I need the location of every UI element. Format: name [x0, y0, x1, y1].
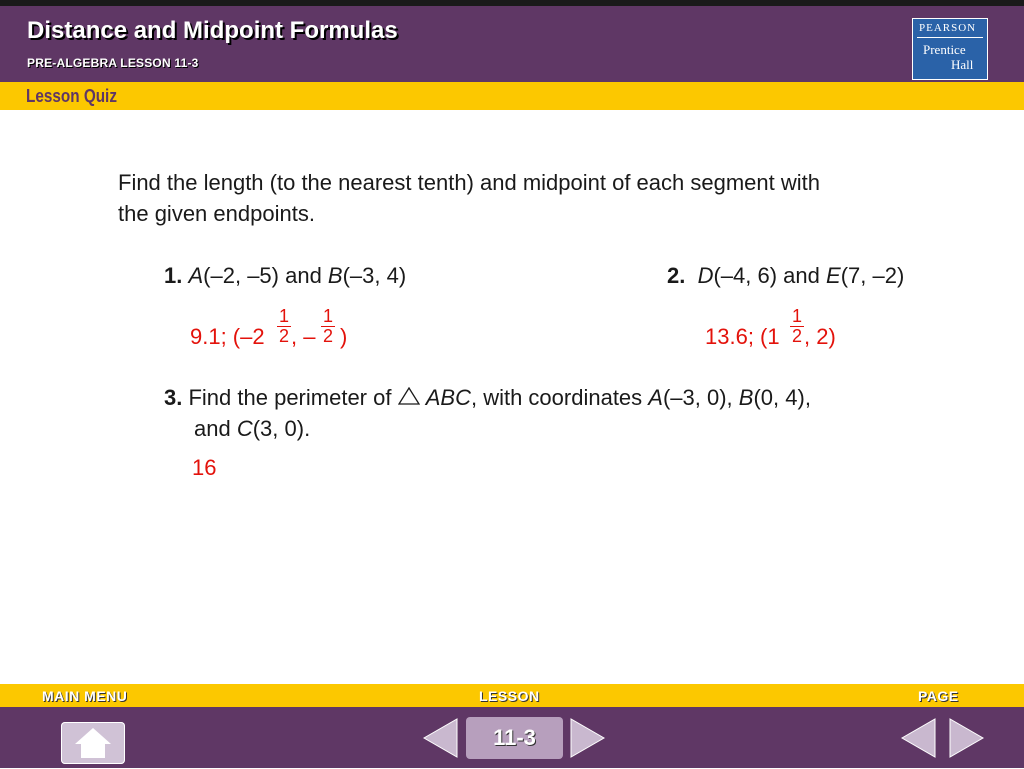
problem1-fraction1 — [277, 307, 291, 346]
logo-line3: Hall — [951, 57, 974, 72]
home-icon — [61, 722, 125, 764]
point-b-label: B — [327, 263, 343, 288]
footer-nav — [0, 707, 1024, 768]
fraction-denominator: 2 — [322, 326, 333, 346]
point-b3-label: B — [738, 385, 754, 410]
fraction-numerator: 1 — [278, 306, 289, 326]
lesson-next-button[interactable] — [569, 717, 607, 759]
triangle-symbol-icon — [398, 387, 420, 405]
point-a3-label: A — [648, 385, 663, 410]
lesson-label: LESSON — [479, 688, 540, 704]
lesson-quiz-label: Lesson Quiz — [26, 86, 117, 106]
problem1-answer-prefix: 9.1; (–2 — [190, 324, 265, 349]
problem2-statement — [667, 263, 904, 289]
problem1-statement — [164, 263, 406, 289]
point-e-coords: (7, –2) — [840, 263, 905, 288]
instructions-line1: Find the length (to the nearest tenth) and midpoint of each segment with — [118, 170, 820, 195]
page-next-button[interactable] — [948, 717, 986, 759]
lesson-number: 11-3 — [466, 717, 563, 759]
pearson-logo — [912, 18, 988, 80]
fraction-numerator: 1 — [791, 306, 802, 326]
problem2-fraction — [790, 307, 804, 346]
point-c-coords: (3, 0). — [252, 416, 311, 441]
point-a-coords: (–2, –5) and — [203, 263, 328, 288]
main-menu-button[interactable] — [61, 722, 125, 764]
point-b-coords: (–3, 4) — [342, 263, 407, 288]
instructions-line2: the given endpoints. — [118, 201, 315, 226]
point-e-label: E — [826, 263, 841, 288]
header-bar — [0, 0, 1024, 82]
logo-divider — [917, 37, 983, 38]
main-menu-label: MAIN MENU — [42, 688, 128, 704]
problem2-answer-suffix: , 2) — [804, 324, 836, 349]
triangle-name: ABC — [425, 385, 471, 410]
problem3-answer: 16 — [192, 455, 217, 480]
logo-line2: Prentice — [923, 42, 966, 57]
problem1-answer-suffix: ) — [340, 324, 348, 349]
problem1-fraction2 — [321, 307, 335, 346]
lesson-prev-button[interactable] — [421, 717, 459, 759]
point-d-label: D — [697, 263, 714, 288]
problem3-statement — [164, 385, 811, 411]
page-label: PAGE — [918, 688, 959, 704]
problem3-line2-prefix: and — [194, 416, 237, 441]
fraction-denominator: 2 — [278, 326, 289, 346]
problem2-answer-prefix: 13.6; (1 — [705, 324, 780, 349]
fraction-numerator: 1 — [322, 306, 333, 326]
problem3-text-before: Find the perimeter of — [188, 385, 398, 410]
point-b3-coords: (0, 4), — [753, 385, 811, 410]
problem3-line2 — [194, 416, 310, 442]
problem2-number: 2. — [667, 263, 686, 288]
problem1-answer-mid: , – — [291, 324, 316, 349]
point-c-label: C — [236, 416, 253, 441]
lesson-subtitle: PRE-ALGEBRA LESSON 11-3 — [27, 56, 199, 70]
lesson-quiz-bar — [0, 82, 1024, 110]
logo-line1: PEARSON — [919, 22, 977, 34]
fraction-denominator: 2 — [791, 326, 802, 346]
page-title: Distance and Midpoint Formulas — [27, 17, 398, 44]
footer-labels-bar — [0, 684, 1024, 707]
problem3-number: 3. — [164, 385, 183, 410]
page-prev-button[interactable] — [899, 717, 937, 759]
point-a-label: A — [188, 263, 204, 288]
point-a3-coords: (–3, 0), — [662, 385, 739, 410]
problem3-text-after: , with coordinates — [470, 385, 649, 410]
point-d-coords: (–4, 6) and — [713, 263, 826, 288]
problem1-number: 1. — [164, 263, 183, 288]
